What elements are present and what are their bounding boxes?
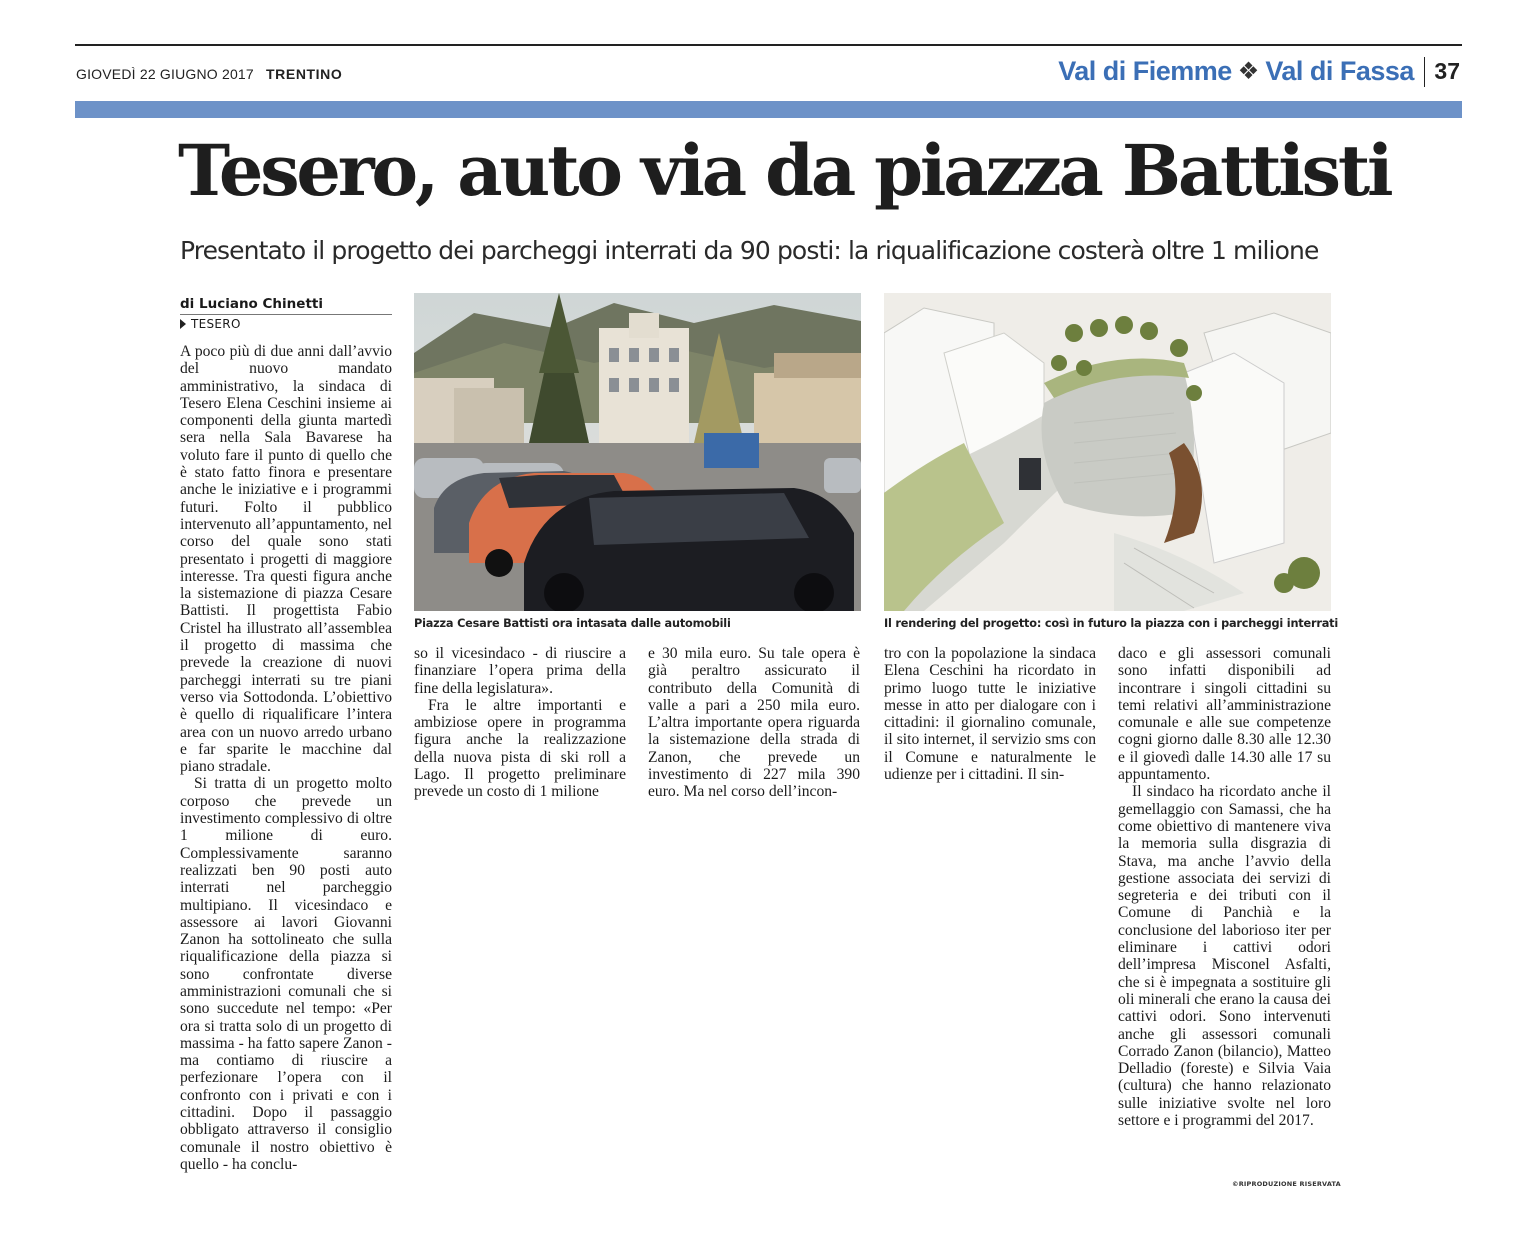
paragraph: e 30 mila euro. Su tale opera è già peraltro assicurato il contributo della Comunità di valle a pari a 250 mila euro. L’altra importante opera riguarda la sistemazione della strada di Zanon, che prevede un investimento di 227 mila 390 euro. Ma nel corso dell’incon- [648, 645, 860, 801]
photo-piazza-cars [414, 293, 861, 611]
section-name-fassa: Val di Fassa [1265, 56, 1414, 86]
section-color-band [75, 101, 1462, 118]
paragraph: Fra le altre importanti e ambiziose opere in programma figura anche la realizzazione della nuova pista di ski roll a Lago. Il progetto preliminare prevede un costo di 1 milione [414, 696, 626, 801]
byline: di Luciano Chinetti [180, 296, 392, 315]
text-column-3 [648, 645, 860, 801]
paragraph: A poco più di due anni dall’avvio del nuovo mandato amministrativo, la sindaca di Tesero Elena Ceschini insieme ai componenti della giunta martedì sera nella Sala Bavarese ha voluto fare il punto di quello che è stato fatto finora e presentare anche le iniziative e i programmi futuri. Folto il pubblico intervenuto all’appuntamento, nel corso del quale sono stati presentato i progetti di maggiore interesse. Tra questi figura anche la sistemazione di piazza Cesare Battisti. Il progettista Fabio Cristel ha illustrato all’assemblea il progetto di massima che prevede la creazione di nuovi parcheggi interrati su tre piani verso via Sottodonda. L’obiettivo è quello di riqualificare l’intera area con un nuovo arredo urbano e far sparite le macchine dal piano stradale. [180, 343, 392, 776]
paragraph: tro con la popolazione la sindaca Elena Ceschini ha ricordato in primo luogo tutte le iniziative messe in atto per dialogare con i cittadini: il giornalino comunale, il sito internet, il servizio sms con il Comune e naturalmente le udienze per i cittadini. Il sin- [884, 645, 1096, 784]
dateline-place: TESERO [191, 317, 241, 331]
text-column-2 [414, 645, 626, 801]
photo-caption-1: Piazza Cesare Battisti ora intasata dalle automobili [414, 617, 731, 630]
text-column-4 [884, 645, 1096, 783]
dateline [180, 317, 241, 331]
top-rule [75, 44, 1462, 46]
paragraph: daco e gli assessori comunali sono infatti disponibili ad incontrare i singoli cittadini su temi relativi all’amministrazione comunale e alle sue competenze cogni giorno dalle 8.30 alle 12.30 e il giovedì dalle 14.30 alle 17 su appuntamento. [1118, 645, 1331, 784]
copyright-notice: ©RIPRODUZIONE RISERVATA [1232, 1180, 1341, 1188]
dateline-arrow-icon [180, 319, 186, 329]
page-header-right [1058, 56, 1460, 87]
rendering-illustration [884, 293, 1331, 611]
diamond-separator-icon: ❖ [1237, 58, 1260, 85]
text-column-5 [1118, 645, 1331, 1129]
section-name-fiemme: Val di Fiemme [1058, 56, 1232, 86]
paragraph: Si tratta di un progetto molto corposo che prevede un investimento complessivo di oltre 1 milione di euro. Complessivamente saranno realizzati ben 90 posti auto interrati nel parcheggio multipiano. Il vicesindaco e assessore ai lavori Giovanni Zanon ha sottolineato che sulla riqualificazione della piazza si sono confrontate diverse amministrazioni comunali che si sono succedute nel tempo: «Per ora si tratta solo di un progetto di massima - ha fatto sapere Zanon - ma contiamo di riuscire a perfezionare l’opera con il confronto con i privati e con i cittadini. Dopo il passaggio obbligato attraverso il consiglio comunale il nostro obiettivo è quello - ha conclu- [180, 775, 392, 1173]
headline: Tesero, auto via da piazza Battisti [178, 129, 1391, 212]
vertical-divider [1424, 57, 1426, 87]
newspaper-name: TRENTINO [266, 66, 343, 82]
page-number: 37 [1434, 58, 1460, 84]
subheadline: Presentato il progetto dei parcheggi interrati da 90 posti: la riqualificazione costerà oltre 1 milione [180, 236, 1319, 265]
text-column-1 [180, 343, 392, 1173]
issue-date: GIOVEDÌ 22 GIUGNO 2017 [76, 66, 254, 82]
page-header-left [76, 66, 342, 82]
paragraph: so il vicesindaco - di riuscire a finanziare l’opera prima della fine della legislatura». [414, 645, 626, 697]
photo-project-rendering [884, 293, 1331, 611]
photo-caption-2: Il rendering del progetto: così in futuro la piazza con i parcheggi interrati [884, 617, 1338, 630]
photo-piazza-cars-illustration [414, 293, 861, 611]
paragraph: Il sindaco ha ricordato anche il gemellaggio con Samassi, che ha come obiettivo di mantenere viva la memoria sulla disgrazia di Stava, ma anche l’avvio della gestione associata dei servizi di segreteria e dei tributi con il Comune di Panchià e la conclusione del laborioso iter per eliminare i cattivi odori dell’impresa Misconel Asfalti, che si è impegnata a sostituire gli oli minerali che erano la causa dei cattivi odori. Sono intervenuti anche gli assessori comunali Corrado Zanon (bilancio), Matteo Delladio (foreste) e Silvia Vaia (cultura) che hanno relazionato sulle iniziative svolte nel loro settore e i programmi del 2017. [1118, 783, 1332, 1130]
